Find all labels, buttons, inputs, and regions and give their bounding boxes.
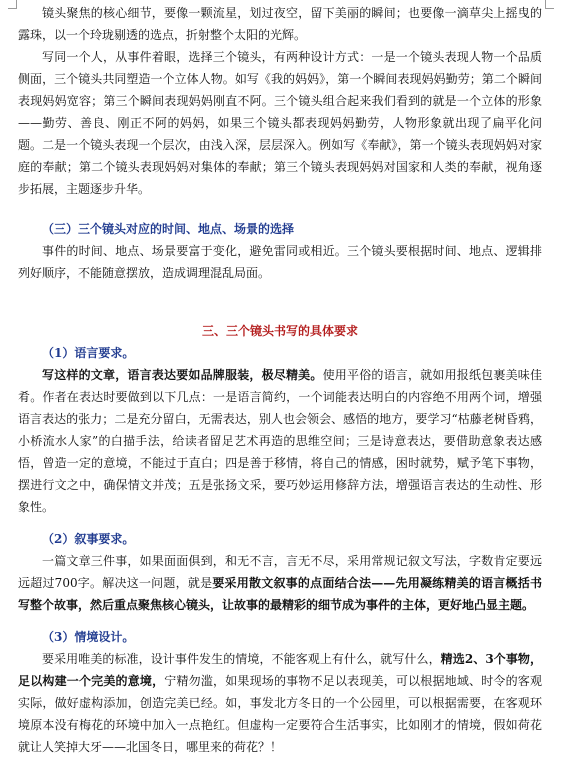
scene-text-c: 宁精勿滥，如果现场的事物不足以表现美，可以根据地域、时令的客观实际，做好虚构添加，创造完美已经。如，事发北方冬日的一个公园里，可以根据需要，在客观环境原本没有梅花的环境中加入一点艳红。但虚构一定要符合生活事实，比如刚才的情境，假如荷花就让人笑掉大牙——北国冬日，哪里来的荷花？！ (18, 674, 542, 754)
heading-scene-design: （3）情境设计。 (42, 630, 135, 644)
paragraph-scene-design (18, 648, 542, 758)
paragraph-time-place-scene: 事件的时间、地点、场景要富于变化，避免雷同或相近。三个镜头要根据时间、地点、逻辑排列好顺序，不能随意摆放，造成调理混乱局面。 (18, 244, 542, 280)
heading-language-requirements: （1）语言要求。 (42, 346, 135, 360)
crop-mark-top-right (545, 0, 554, 9)
language-key-sentence: 写这样的文章，语言表达要如品牌服装，极尽精美。 (42, 368, 323, 382)
paragraph-focus-detail: 镜头聚焦的核心细节，要像一颗流星，划过夜空，留下美丽的瞬间；也要像一滴草尖上摇曳的露珠，以一个玲珑剔透的选点，折射整个太阳的光辉。 (18, 6, 542, 42)
scene-text-a: 要采用唯美的标准，设计事件发生的情境，不能客观上有什么，就写什么， (42, 652, 441, 666)
section-title-specific-requirements: 三、三个镜头书写的具体要求 (201, 324, 358, 338)
narrative-body-text: 一篇文章三件事，如果面面俱到，和无不言，言无不尽，采用常规记叙文写法，字数肯定要远远超过700字。解决这一问题，就是 (18, 554, 542, 590)
crop-mark-top-left (8, 0, 17, 9)
paragraph-language-requirements (18, 364, 542, 518)
heading-time-place-scene: （三）三个镜头对应的时间、地点、场景的选择 (42, 222, 295, 236)
language-body-text: 使用平俗的语言，就如用报纸包裹美味佳肴。作者在表达时要做到以下几点：一是语言简约，一个词能表达明白的内容绝不用两个词，增强语言表达的张力；二是充分留白，无需表达，别人也会领会、感悟的地方，要学习“枯藤老树昏鸦，小桥流水人家”的白描手法，给读者留足艺术再造的思维空间；三是诗意表达，要借助意象表达感悟，曾造一定的意境，不能过于直白；四是善于移情，将自己的情感，困时就势，赋予笔下事物，摆进行文之中，确保情文并茂；五是张扬文采，要巧妙运用修辞方法，增强语言表达的生动性、形象性。 (18, 368, 542, 514)
paragraph-three-shots-design: 写同一个人，从事件着眼，选择三个镜头，有两种设计方式：一是一个镜头表现人物一个品质侧面，三个镜头共同塑造一个立体人物。如写《我的妈妈》，第一个瞬间表现妈妈勤劳；第二个瞬间表现妈妈宽容；第三个瞬间表现妈妈刚直不阿。三个镜头组合起来我们看到的就是一个立体的形象——勤劳、善良、刚正不阿的妈妈，如果三个镜头都表现妈妈勤劳，人物形象就出现了扁平化问题。二是一个镜头表现一个层次，由浅入深，层层深入。例如写《奉献》，第一个镜头表现妈妈对家庭的奉献；第二个镜头表现妈妈对集体的奉献；第三个镜头表现妈妈对国家和人类的奉献，视角逐步拓展，主题逐步升华。 (18, 50, 542, 196)
scene-key-sentence: 精选2、3个事物，足以构建一个完美的意境， (18, 652, 542, 688)
narrative-key-sentence: 要采用散文叙事的点面结合法——先用凝练精美的语言概括书写整个故事，然后重点聚焦核心镜头，让故事的最精彩的细节成为事件的主体，更好地凸显主题。 (18, 576, 542, 612)
heading-narrative-requirements: （2）叙事要求。 (42, 532, 135, 546)
paragraph-narrative-requirements (18, 550, 542, 616)
